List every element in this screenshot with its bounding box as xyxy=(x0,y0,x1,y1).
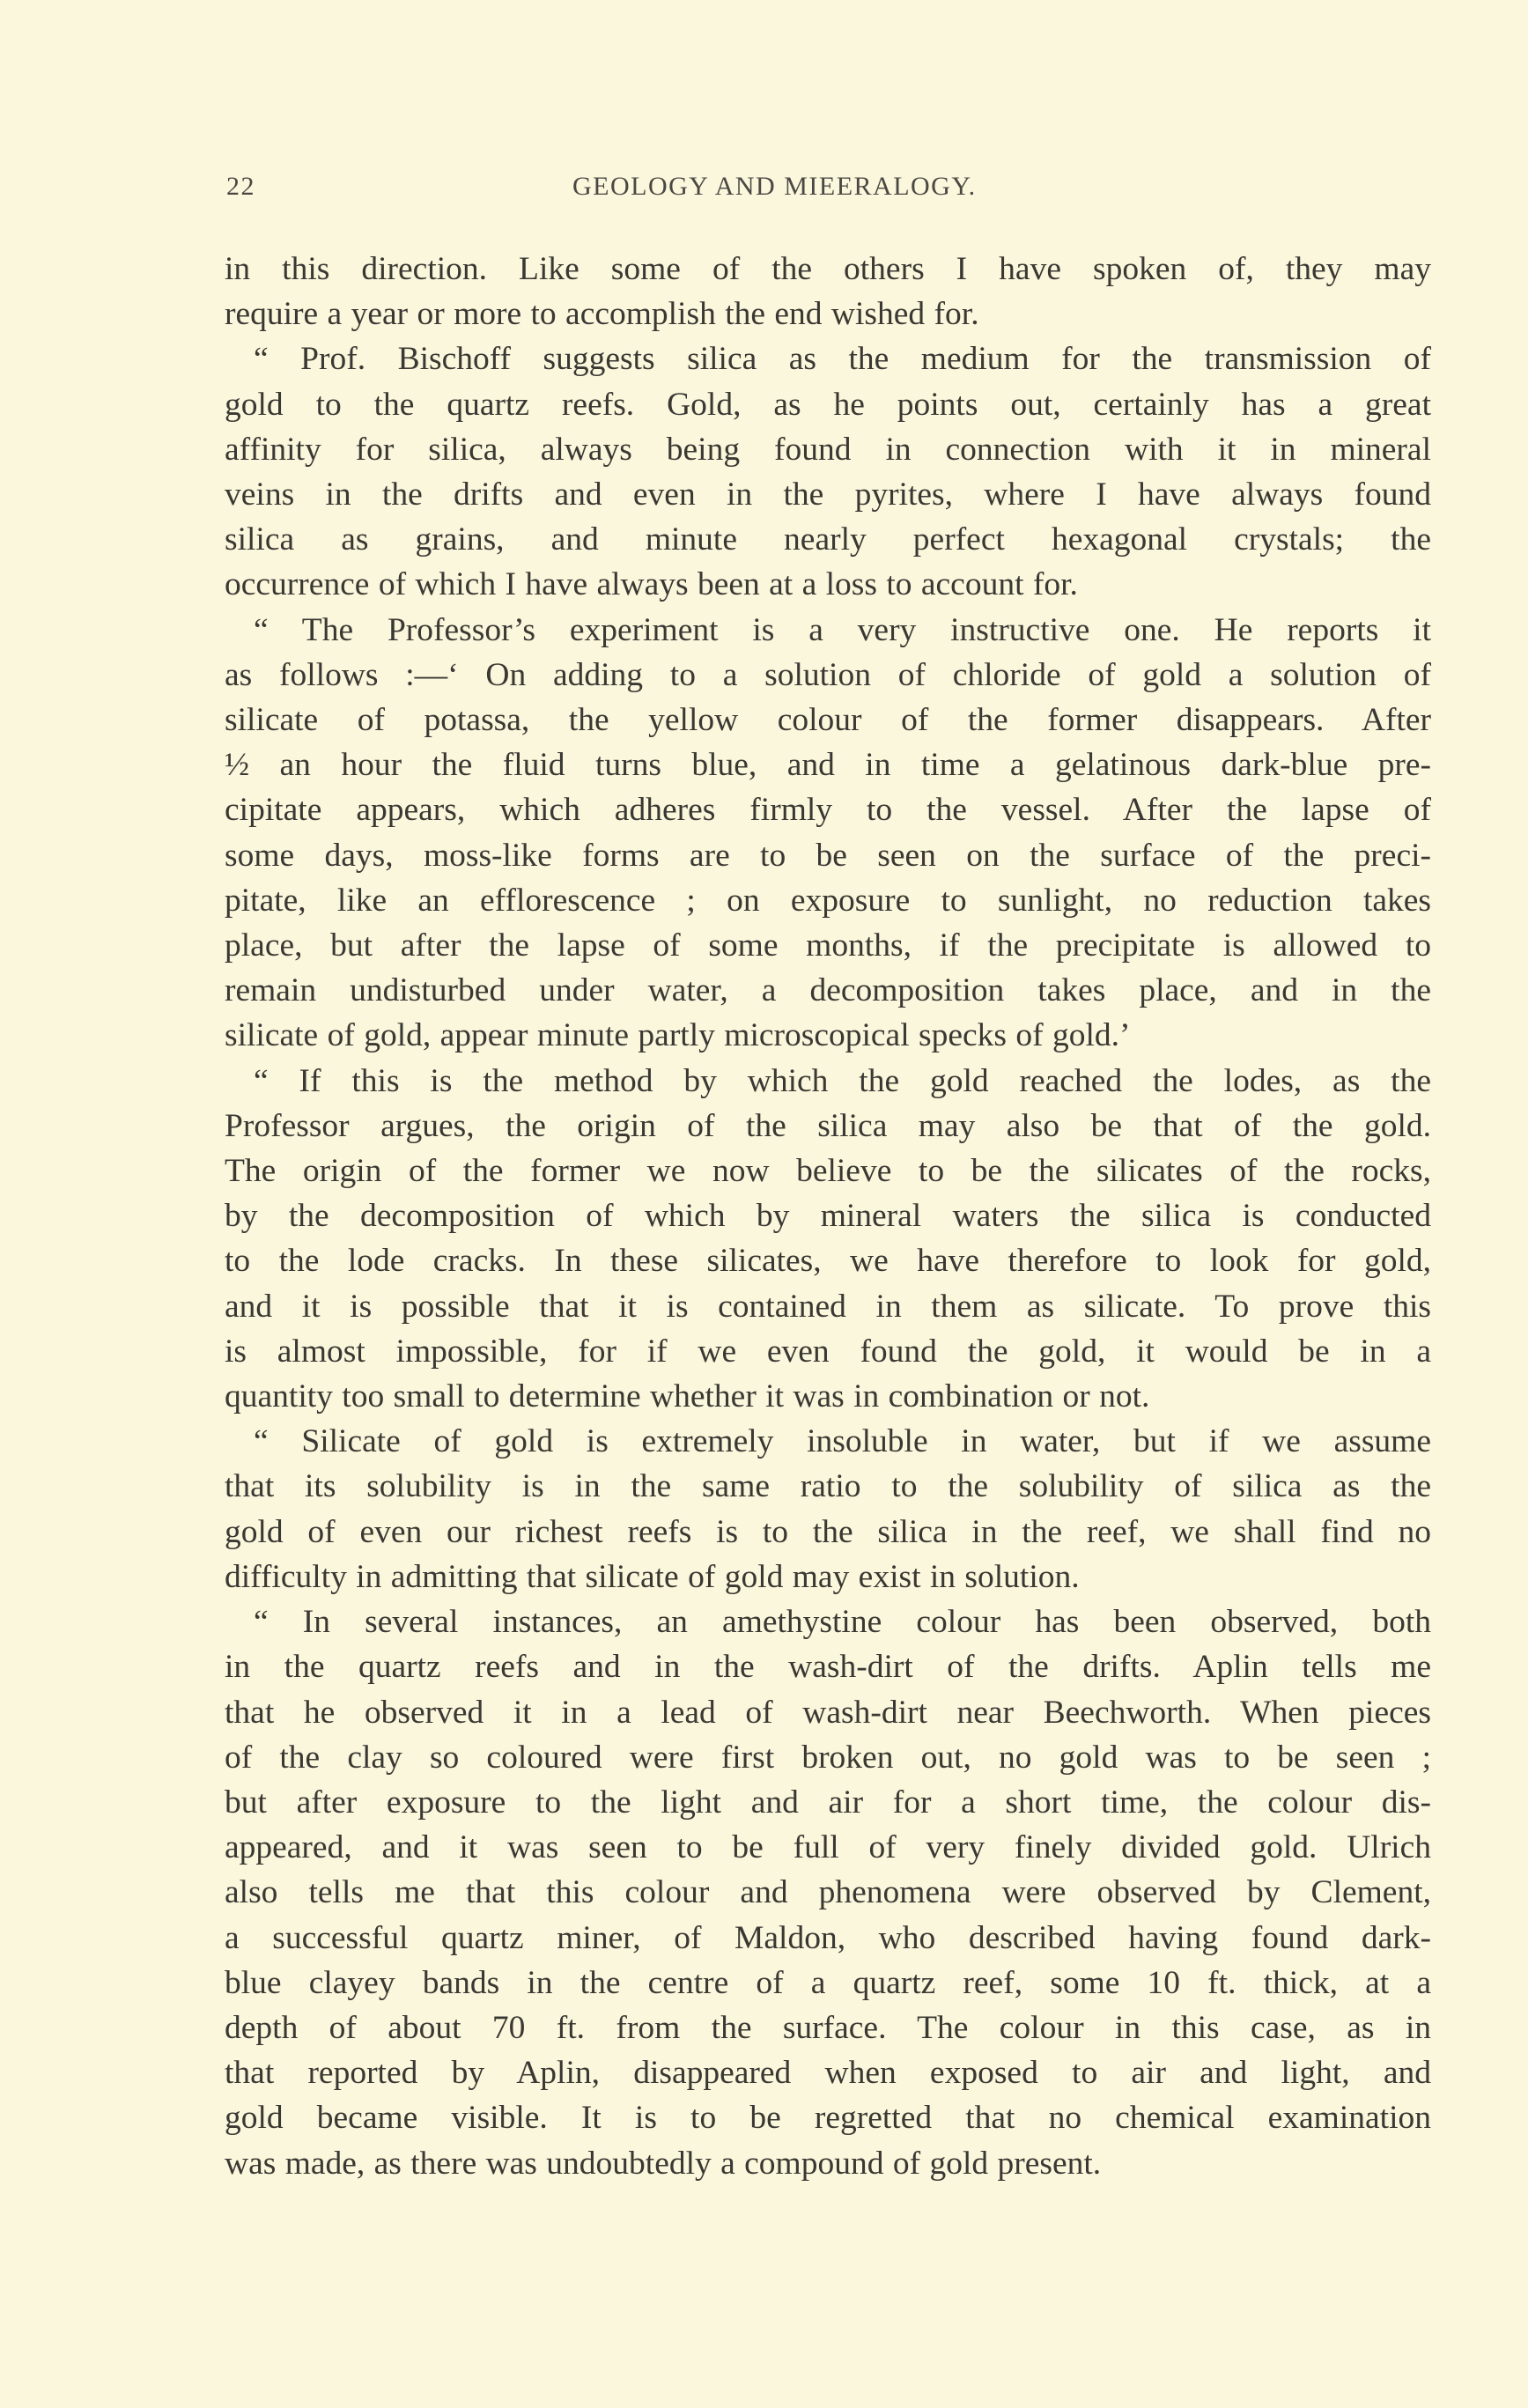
text-line: also tells me that this colour and phenomena were observed by Clement, xyxy=(225,1874,1431,1911)
text-line: gold to the quartz reefs. Gold, as he points out, certainly has a great xyxy=(225,386,1431,423)
text-line: remain undisturbed under water, a decomposition takes place, and in the xyxy=(225,972,1431,1009)
text-line: a successful quartz miner, of Maldon, who described having found dark- xyxy=(225,1919,1431,1956)
page-number: 22 xyxy=(226,172,255,201)
text-line: gold became visible. It is to be regretted that no chemical examination xyxy=(225,2100,1431,2137)
text-line: quantity too small to determine whether it was in combination or not. xyxy=(225,1378,1150,1415)
text-line: occurrence of which I have always been at a loss to account for. xyxy=(225,566,1078,603)
text-line: to the lode cracks. In these silicates, we have therefore to look for gold, xyxy=(225,1243,1431,1280)
text-line: “ Silicate of gold is extremely insoluble in water, but if we assume xyxy=(254,1423,1431,1460)
text-line: that its solubility is in the same ratio to the solubility of silica as the xyxy=(225,1468,1431,1505)
paragraph xyxy=(225,608,1431,1059)
paragraph xyxy=(225,247,1431,336)
paragraph xyxy=(225,1059,1431,1420)
text-line: that reported by Aplin, disappeared when exposed to air and light, and xyxy=(225,2055,1431,2092)
text-line: appeared, and it was seen to be full of very finely divided gold. Ulrich xyxy=(225,1829,1431,1866)
text-line: in this direction. Like some of the others I have spoken of, they may xyxy=(225,251,1431,287)
text-line: that he observed it in a lead of wash-dirt near Beechworth. When pieces xyxy=(225,1694,1431,1731)
text-line: difficulty in admitting that silicate of gold may exist in solution. xyxy=(225,1558,1080,1595)
text-line: place, but after the lapse of some months, if the precipitate is allowed to xyxy=(225,927,1431,964)
text-line: of the clay so coloured were first broken out, no gold was to be seen ; xyxy=(225,1739,1431,1776)
text-line: silicate of potassa, the yellow colour of the former disappears. After xyxy=(225,702,1431,739)
text-line: veins in the drifts and even in the pyrites, where I have always found xyxy=(225,476,1431,513)
text-line: cipitate appears, which adheres firmly to the vessel. After the lapse of xyxy=(225,792,1431,829)
paragraph xyxy=(225,1419,1431,1599)
text-line: by the decomposition of which by mineral waters the silica is conducted xyxy=(225,1198,1431,1235)
text-line: Professor argues, the origin of the silica may also be that of the gold. xyxy=(225,1107,1431,1144)
text-line: but after exposure to the light and air for a short time, the colour dis- xyxy=(225,1784,1431,1821)
text-line: The origin of the former we now believe to be the silicates of the rocks, xyxy=(225,1153,1431,1190)
text-line: some days, moss-like forms are to be seen on the surface of the preci- xyxy=(225,837,1431,874)
text-line: “ Prof. Bischoff suggests silica as the medium for the transmission of xyxy=(254,341,1431,378)
running-header xyxy=(225,172,1431,216)
text-line: and it is possible that it is contained in them as silicate. To prove this xyxy=(225,1288,1431,1325)
body-text xyxy=(225,247,1431,2186)
text-line: silicate of gold, appear minute partly microscopical specks of gold.’ xyxy=(225,1017,1131,1054)
text-line: in the quartz reefs and in the wash-dirt of the drifts. Aplin tells me xyxy=(225,1649,1431,1686)
text-line: pitate, like an efflorescence ; on exposure to sunlight, no reduction takes xyxy=(225,882,1431,919)
text-line: depth of about 70 ft. from the surface. The colour in this case, as in xyxy=(225,2009,1431,2046)
text-line: ½ an hour the fluid turns blue, and in time a gelatinous dark-blue pre- xyxy=(225,747,1431,784)
book-page xyxy=(225,172,1431,2186)
text-line: is almost impossible, for if we even found the gold, it would be in a xyxy=(225,1333,1431,1370)
text-line: as follows :—‘ On adding to a solution of chloride of gold a solution of xyxy=(225,656,1431,693)
text-line: “ If this is the method by which the gold reached the lodes, as the xyxy=(254,1062,1431,1099)
paragraph xyxy=(225,336,1431,607)
text-line: affinity for silica, always being found in connection with it in mineral xyxy=(225,431,1431,468)
paragraph xyxy=(225,1599,1431,2186)
text-line: “ In several instances, an amethystine colour has been observed, both xyxy=(254,1604,1431,1641)
text-line: was made, as there was undoubtedly a compound of gold present. xyxy=(225,2145,1102,2182)
text-line: “ The Professor’s experiment is a very instructive one. He reports it xyxy=(254,611,1431,648)
text-line: gold of even our richest reefs is to the silica in the reef, we shall find no xyxy=(225,1513,1431,1550)
text-line: blue clayey bands in the centre of a quartz reef, some 10 ft. thick, at a xyxy=(225,1964,1431,2001)
running-title: GEOLOGY AND MIEERALOGY. xyxy=(572,172,977,201)
text-line: silica as grains, and minute nearly perfect hexagonal crystals; the xyxy=(225,521,1431,558)
text-line: require a year or more to accomplish the end wished for. xyxy=(225,296,979,333)
